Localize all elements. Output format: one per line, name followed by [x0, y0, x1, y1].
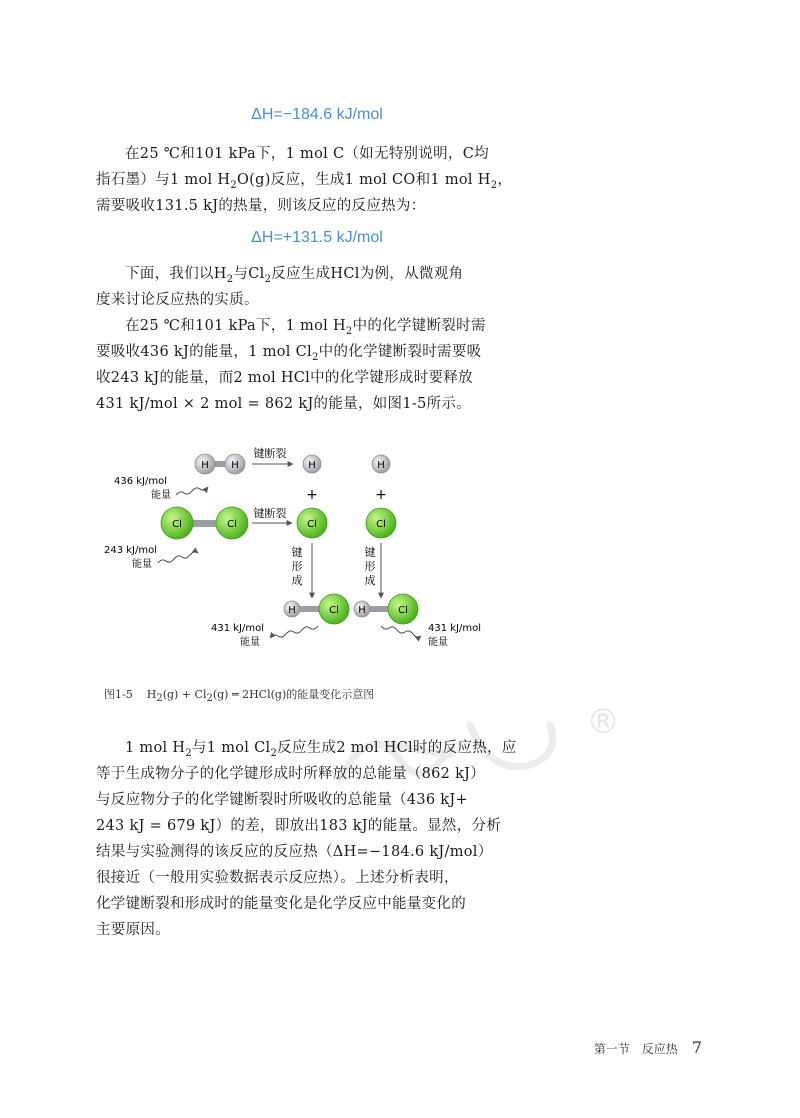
h-atom-label: H: [358, 605, 366, 616]
h-atom-label: H: [308, 460, 316, 471]
para1-line3: 需要吸收131.5 kJ的热量，则该反应的反应热为：: [96, 198, 426, 214]
registered-mark: ®: [586, 702, 620, 742]
para2-line1: 下面，我们以$H_2$与$Cl_2$反应生成HCl为例，从微观角: [125, 266, 464, 285]
cl-atom-label: Cl: [227, 519, 237, 530]
energy-431-value: 431 kJ/mol: [211, 623, 265, 634]
cl-atom-label: Cl: [329, 605, 339, 616]
h-cl-bond: [298, 606, 320, 612]
para4-line5: 结果与实验测得的该反应的反应热（ΔH=−184.6 kJ/mol）: [96, 844, 493, 860]
bond-form-label: 键形成: [364, 546, 376, 587]
energy-436-value: 436 kJ/mol: [114, 476, 168, 487]
para2-line2: 度来讨论反应热的实质。: [96, 292, 259, 308]
energy-243-word: 能量: [132, 559, 152, 570]
bond-break-label: 键断裂: [253, 447, 287, 460]
h-atom-label: H: [231, 460, 239, 471]
plus-sign: +: [306, 487, 318, 503]
page-footer: [594, 1038, 702, 1057]
para4-line4: 243 kJ = 679 kJ）的差，即放出183 kJ的能量。显然，分析: [96, 818, 502, 834]
para4-line2: 等于生成物分子的化学键形成时所释放的总能量（862 kJ）: [96, 766, 486, 782]
para4-line8: 主要原因。: [96, 922, 170, 938]
page-number: 7: [691, 1038, 702, 1057]
energy-out-wavy-arrow: [381, 626, 421, 637]
equation-delta-h-1: ΔH=−184.6 kJ/mol: [251, 106, 383, 123]
caption-text: $H_2(g) + Cl_2(g)$ ═ 2HCl(g)的能量变化示意图: [146, 688, 375, 705]
footer-section-title: 第一节 反应热: [593, 1042, 678, 1056]
para1-line1: 在25 ℃和101 kPa下，1 mol C（如无特别说明，C均: [125, 146, 489, 162]
energy-436-word: 能量: [151, 490, 171, 501]
cl-atom-label: Cl: [376, 519, 386, 530]
bond-form-label: 键形成: [291, 546, 303, 587]
energy-243-value: 243 kJ/mol: [104, 545, 158, 556]
para4-line6: 很接近（一般用实验数据表示反应热）。上述分析表明，: [96, 870, 459, 886]
energy-in-wavy-arrow: [176, 487, 208, 495]
plus-sign: +: [375, 487, 387, 503]
cl-atom-label: Cl: [172, 519, 182, 530]
equation-delta-h-2: ΔH=+131.5 kJ/mol: [251, 229, 383, 246]
energy-out-wavy-arrow: [270, 626, 318, 638]
para4-line3: 与反应物分子的化学键断裂时所吸收的总能量（436 kJ+: [96, 792, 468, 808]
para3-line4: 431 kJ/mol × 2 mol = 862 kJ的能量，如图1-5所示。: [96, 396, 472, 412]
para4-line1: 1 mol $H_2$与1 mol $Cl_2$反应生成2 mol HCl时的反应热，应: [125, 740, 517, 759]
cl-atom-label: Cl: [398, 605, 408, 616]
energy-431-value: 431 kJ/mol: [428, 623, 482, 634]
para3-line3: 收243 kJ的能量，而2 mol HCl中的化学键形成时要释放: [96, 370, 473, 386]
para1-line2: 指石墨）与1 mol $H_2O(g)$反应，生成1 mol CO和1 mol $H_2$，: [96, 172, 513, 191]
cl-atom-label: Cl: [307, 519, 317, 530]
h-atom-label: H: [288, 605, 296, 616]
paragraph-2: [96, 261, 506, 313]
h-atom-label: H: [201, 460, 209, 471]
paragraph-3: [96, 313, 506, 417]
para3-line2: 要吸收436 kJ的能量，1 mol $Cl_2$中的化学键断裂时需要吸: [96, 344, 482, 363]
paragraph-4: [96, 735, 517, 943]
para3-line1: 在25 ℃和101 kPa下，1 mol $H_2$中的化学键断裂时需: [125, 318, 486, 337]
bond-break-label: 键断裂: [253, 507, 287, 520]
paragraph-1: [96, 141, 513, 219]
para4-line7: 化学键断裂和形成时的能量变化是化学反应中能量变化的: [96, 896, 466, 912]
energy-431-word: 能量: [240, 637, 260, 648]
energy-in-wavy-arrow: [158, 552, 198, 563]
energy-diagram-figure: [0, 440, 800, 670]
energy-431-word: 能量: [428, 637, 448, 648]
caption-label: 图1-5: [104, 688, 133, 701]
h-atom-label: H: [377, 460, 385, 471]
